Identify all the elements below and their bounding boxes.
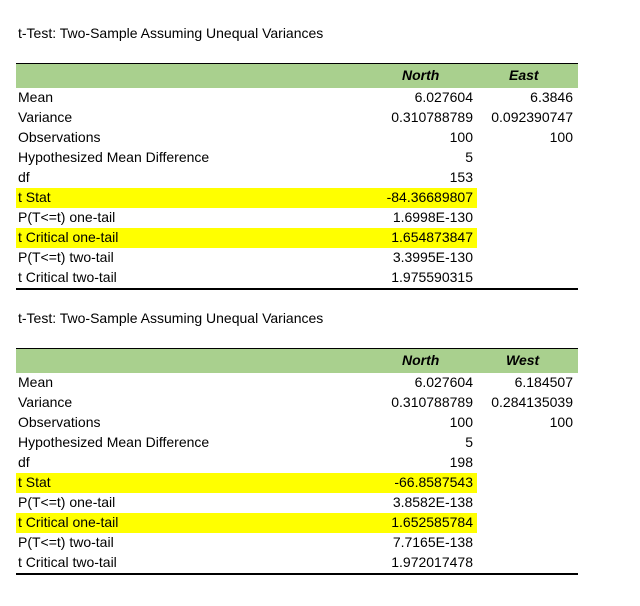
- table-row: [16, 433, 578, 453]
- value-north: 100: [449, 414, 473, 430]
- value-east: 6.3846: [530, 89, 573, 105]
- table-row-highlighted: [16, 188, 578, 208]
- table-title: t-Test: Two-Sample Assuming Unequal Variances: [18, 310, 324, 326]
- highlight-fill: [16, 188, 381, 208]
- table-header: [16, 349, 578, 373]
- table-row: [16, 533, 578, 553]
- table-title: t-Test: Two-Sample Assuming Unequal Variances: [18, 25, 324, 41]
- row-label: df: [18, 454, 30, 470]
- row-label: Mean: [18, 89, 54, 105]
- row-label: Observations: [18, 414, 101, 430]
- table-row: [16, 248, 578, 268]
- column-header-north: North: [402, 352, 440, 368]
- table-row: [16, 208, 578, 228]
- table-row: [16, 108, 578, 128]
- value-north: 1.652585784: [391, 514, 473, 530]
- row-label: df: [18, 169, 30, 185]
- table-row: [16, 148, 578, 168]
- results-table: [16, 63, 578, 290]
- row-label: P(T<=t) two-tail: [18, 249, 114, 265]
- value-west: 6.184507: [514, 374, 573, 390]
- value-north: 1.654873847: [391, 229, 473, 245]
- table-header: [16, 64, 578, 88]
- value-north: 3.8582E-138: [392, 494, 473, 510]
- value-north: 0.310788789: [391, 109, 473, 125]
- table-row: [16, 553, 578, 573]
- row-label: Variance: [18, 109, 73, 125]
- row-label: t Stat: [18, 474, 51, 490]
- value-north: 0.310788789: [391, 394, 473, 410]
- highlight-fill: [16, 473, 381, 493]
- row-label: P(T<=t) one-tail: [18, 209, 116, 225]
- row-label: P(T<=t) two-tail: [18, 534, 114, 550]
- value-north: 1.975590315: [391, 269, 473, 285]
- column-header-east: East: [509, 67, 539, 83]
- table-row: [16, 128, 578, 148]
- table-row-highlighted: [16, 473, 578, 493]
- row-label: t Stat: [18, 189, 51, 205]
- value-north: -84.36689807: [386, 189, 473, 205]
- value-north: 198: [449, 454, 473, 470]
- table-row: [16, 413, 578, 433]
- table-row-highlighted: [16, 513, 578, 533]
- value-north: 7.7165E-138: [392, 534, 473, 550]
- table-row: [16, 453, 578, 473]
- results-table: [16, 348, 578, 575]
- value-north: 3.3995E-130: [392, 249, 473, 265]
- value-north: 6.027604: [414, 374, 473, 390]
- row-label: Variance: [18, 394, 73, 410]
- row-label: t Critical one-tail: [18, 229, 119, 245]
- row-label: t Critical two-tail: [18, 269, 117, 285]
- value-west: 100: [549, 414, 573, 430]
- value-north: 1.972017478: [391, 554, 473, 570]
- row-label: Observations: [18, 129, 101, 145]
- table-row: [16, 268, 578, 288]
- value-north: 1.6998E-130: [392, 209, 473, 225]
- value-north: 100: [449, 129, 473, 145]
- value-east: 0.092390747: [491, 109, 573, 125]
- table-row: [16, 168, 578, 188]
- value-north: 5: [465, 149, 473, 165]
- row-label: Hypothesized Mean Difference: [18, 149, 210, 165]
- row-label: Mean: [18, 374, 54, 390]
- row-label: t Critical one-tail: [18, 514, 119, 530]
- column-header-west: West: [506, 352, 540, 368]
- value-north: -66.8587543: [394, 474, 473, 490]
- table-row: [16, 373, 578, 393]
- table-row-highlighted: [16, 228, 578, 248]
- table-row: [16, 393, 578, 413]
- table-row: [16, 88, 578, 108]
- table-row: [16, 493, 578, 513]
- value-east: 100: [549, 129, 573, 145]
- value-north: 5: [465, 434, 473, 450]
- value-north: 6.027604: [414, 89, 473, 105]
- row-label: Hypothesized Mean Difference: [18, 434, 210, 450]
- value-west: 0.284135039: [491, 394, 573, 410]
- row-label: t Critical two-tail: [18, 554, 117, 570]
- row-label: P(T<=t) one-tail: [18, 494, 116, 510]
- column-header-north: North: [402, 67, 440, 83]
- value-north: 153: [449, 169, 473, 185]
